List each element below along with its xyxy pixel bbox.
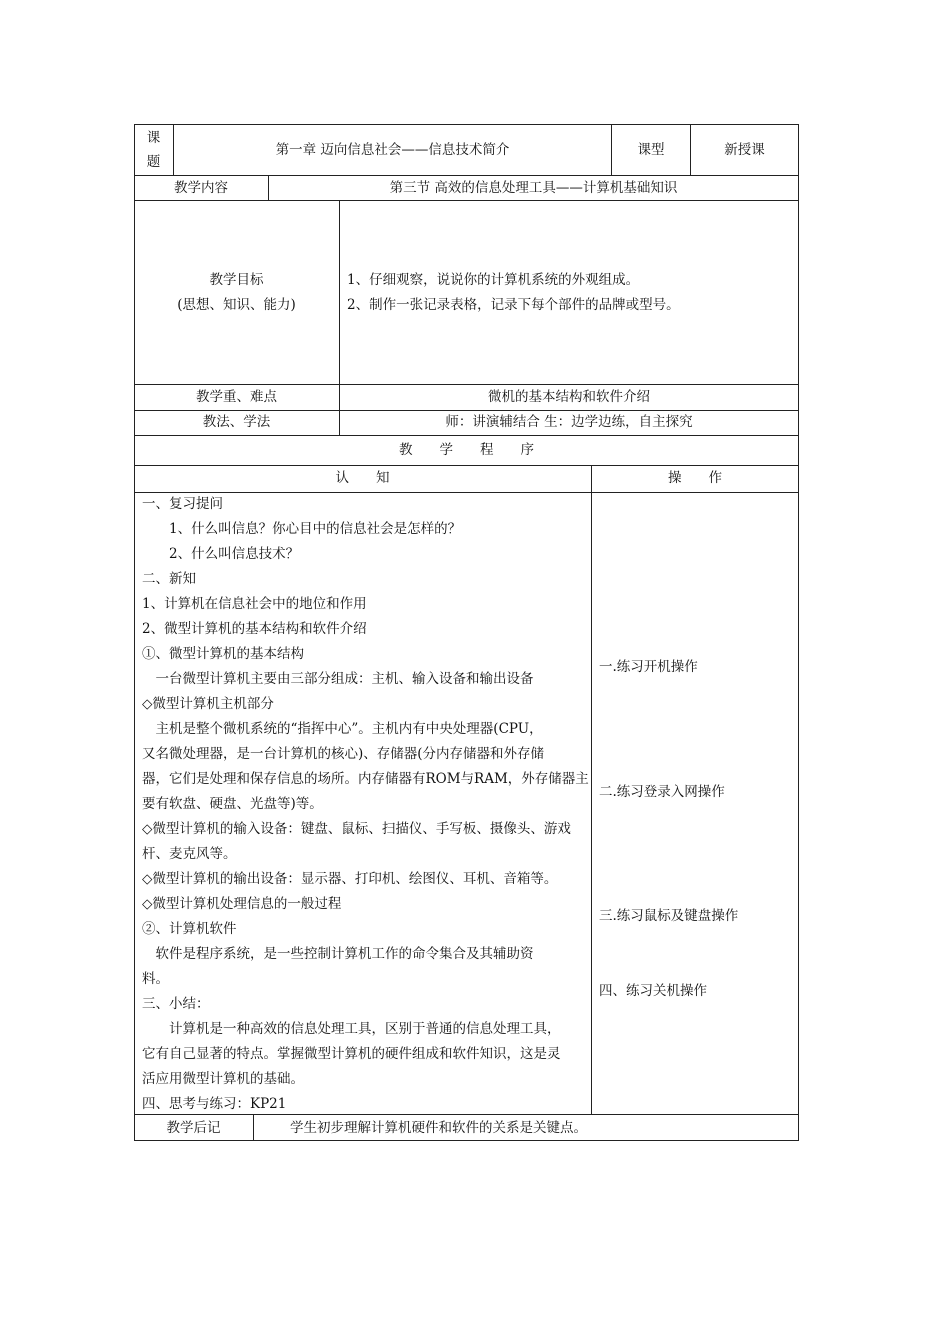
teaching-goals-sublabel: (思想、知识、能力) [177, 297, 296, 313]
cognition-line: ①、微型计算机的基本结构 [142, 646, 304, 662]
cognition-line: 1、什么叫信息？你心目中的信息社会是怎样的？ [142, 521, 462, 537]
cognition-line: ◇微型计算机处理信息的一般过程 [142, 896, 342, 912]
teaching-goal-item: 1、仔细观察，说说你的计算机系统的外观组成。 [347, 272, 640, 288]
cognition-line: 又名微处理器，是一台计算机的核心)、存储器(分内存储器和外存储 [142, 746, 545, 762]
cognition-line: 器，它们是处理和保存信息的场所。内存储器有ROM与RAM，外存储器主 [142, 771, 589, 787]
key-points-label: 教学重、难点 [196, 389, 277, 405]
lesson-type-label: 课型 [637, 142, 665, 158]
methods-label: 教法、学法 [202, 414, 271, 430]
cognition-line: 计算机是一种高效的信息处理工具，区别于普通的信息处理工具， [142, 1021, 561, 1037]
cognition-line: ◇微型计算机主机部分 [142, 696, 274, 712]
cognition-line: 三、小结： [142, 996, 210, 1012]
cognition-line: 它有自己显著的特点。掌握微型计算机的硬件组成和软件知识，这是灵 [142, 1046, 561, 1062]
postscript-label: 教学后记 [166, 1120, 221, 1136]
teaching-content-value: 第三节 高效的信息处理工具——计算机基础知识 [389, 180, 678, 196]
cognition-line: 主机是整个微机系统的“指挥中心”。主机内有中央处理器(CPU， [142, 721, 543, 737]
cognition-line: ◇微型计算机的输入设备：键盘、鼠标、扫描仪、手写板、摄像头、游戏 [142, 821, 571, 837]
teaching-goal-item: 2、制作一张记录表格，记录下每个部件的品牌或型号。 [347, 297, 680, 313]
lesson-type-value: 新授课 [724, 142, 765, 158]
operation-item: 一.练习开机操作 [599, 659, 698, 675]
teaching-content-label: 教学内容 [174, 180, 228, 196]
cognition-line: 四、思考与练习：KP21 [142, 1096, 287, 1112]
topic-label-char-1: 课 [146, 130, 161, 146]
cognition-line: 杆、麦克风等。 [142, 846, 237, 862]
cognition-line: 料。 [142, 971, 169, 987]
cognition-line: 要有软盘、硬盘、光盘等)等。 [142, 796, 323, 812]
postscript-value: 学生初步理解计算机硬件和软件的关系是关键点。 [290, 1120, 587, 1136]
cognition-line: 2、微型计算机的基本结构和软件介绍 [142, 621, 367, 637]
cognition-line: 二、新知 [142, 571, 196, 587]
cognition-line: ◇微型计算机的输出设备：显示器、打印机、绘图仪、耳机、音箱等。 [142, 871, 558, 887]
operation-item: 二.练习登录入网操作 [599, 784, 725, 800]
cognition-line: 一台微型计算机主要由三部分组成：主机、输入设备和输出设备 [142, 671, 534, 687]
cognition-line: 活应用微型计算机的基础。 [142, 1071, 304, 1087]
operation-item: 四、练习关机操作 [599, 983, 707, 999]
cognition-line: 2、什么叫信息技术？ [142, 546, 300, 562]
topic-label-char-2: 题 [146, 154, 161, 170]
operation-item: 三.练习鼠标及键盘操作 [599, 908, 739, 924]
cognition-column-header: 认 知 [335, 470, 390, 486]
procedure-title: 教 学 程 序 [399, 442, 534, 458]
key-points-value: 微机的基本结构和软件介绍 [488, 389, 650, 405]
cognition-line: 1、计算机在信息社会中的地位和作用 [142, 596, 367, 612]
operation-column-header: 操 作 [668, 470, 722, 486]
methods-value: 师：讲演辅结合 生：边学边练，自主探究 [445, 414, 693, 430]
cognition-line: 软件是程序系统，是一些控制计算机工作的命令集合及其辅助资 [142, 946, 534, 962]
cognition-line: 一、复习提问 [142, 496, 223, 512]
cognition-line: ②、计算机软件 [142, 921, 237, 937]
teaching-goals-label: 教学目标 [209, 272, 264, 288]
lesson-title: 第一章 迈向信息社会——信息技术简介 [275, 142, 510, 158]
